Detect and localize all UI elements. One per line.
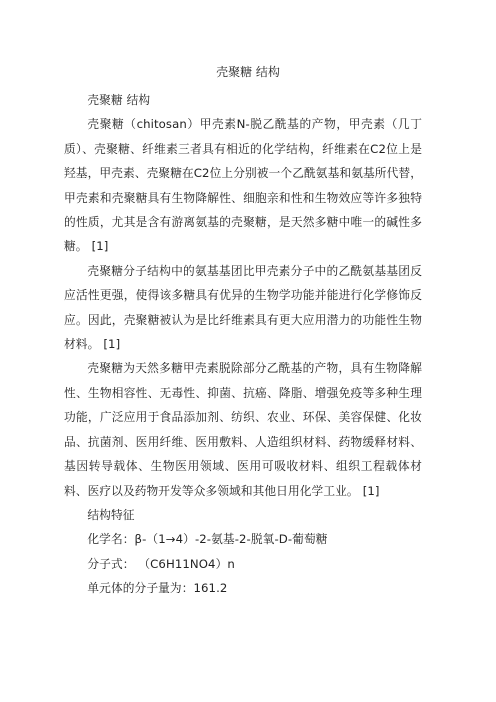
citation-ref: [1]	[91, 239, 109, 254]
molecular-weight-line: 单元体的分子量为：161.2	[87, 581, 228, 596]
citation-ref: [1]	[362, 483, 380, 498]
citation-ref: [1]	[103, 337, 121, 352]
paragraph-intro	[64, 112, 422, 258]
chemical-name-line: 化学名：β-（1→4）-2-氨基-2-脱氧-D-葡萄糖	[87, 532, 328, 547]
document-title: 壳聚糖 结构	[216, 65, 280, 79]
section-heading: 结构特征	[87, 507, 135, 522]
subtitle-line: 壳聚糖 结构	[87, 93, 151, 107]
document-body	[64, 88, 422, 601]
paragraph-applications	[64, 356, 422, 502]
paragraph-intro-text: 壳聚糖（chitosan）甲壳素N-脱乙酰基的产物，甲壳素（几丁质）、壳聚糖、纤维素三者具有相近的化学结构，纤维素在C2位上是羟基，甲壳素、壳聚糖在C2位上分别被一个乙酰氨基和氨基所代替，甲壳素和壳聚糖具有生物降解性、细胞亲和性和生物效应等许多独特的性质，尤其是含有游离氨基的壳聚糖，是天然多糖中唯一的碱性多糖。	[64, 117, 422, 254]
paragraph-applications-text: 壳聚糖为天然多糖甲壳素脱除部分乙酰基的产物，具有生物降解性、生物相容性、无毒性、抑菌、抗癌、降脂、增强免疫等多种生理功能，广泛应用于食品添加剂、纺织、农业、环保、美容保健、化妆品、抗菌剂、医用纤维、医用敷料、人造组织材料、药物缓释材料、基因转导载体、生物医用领域、医用可吸收材料、组织工程载体材料、医疗以及药物开发等众多领域和其他日用化学工业。	[64, 361, 422, 498]
molecular-formula-line: 分子式： （C6H11NO4）n	[87, 556, 235, 571]
paragraph-reactivity-text: 壳聚糖分子结构中的氨基基团比甲壳素分子中的乙酰氨基基团反应活性更强，使得该多糖具有优异的生物学功能并能进行化学修饰反应。因此，壳聚糖被认为是比纤维素具有更大应用潜力的功能性生物材料。	[64, 263, 422, 352]
paragraph-reactivity	[64, 259, 422, 357]
